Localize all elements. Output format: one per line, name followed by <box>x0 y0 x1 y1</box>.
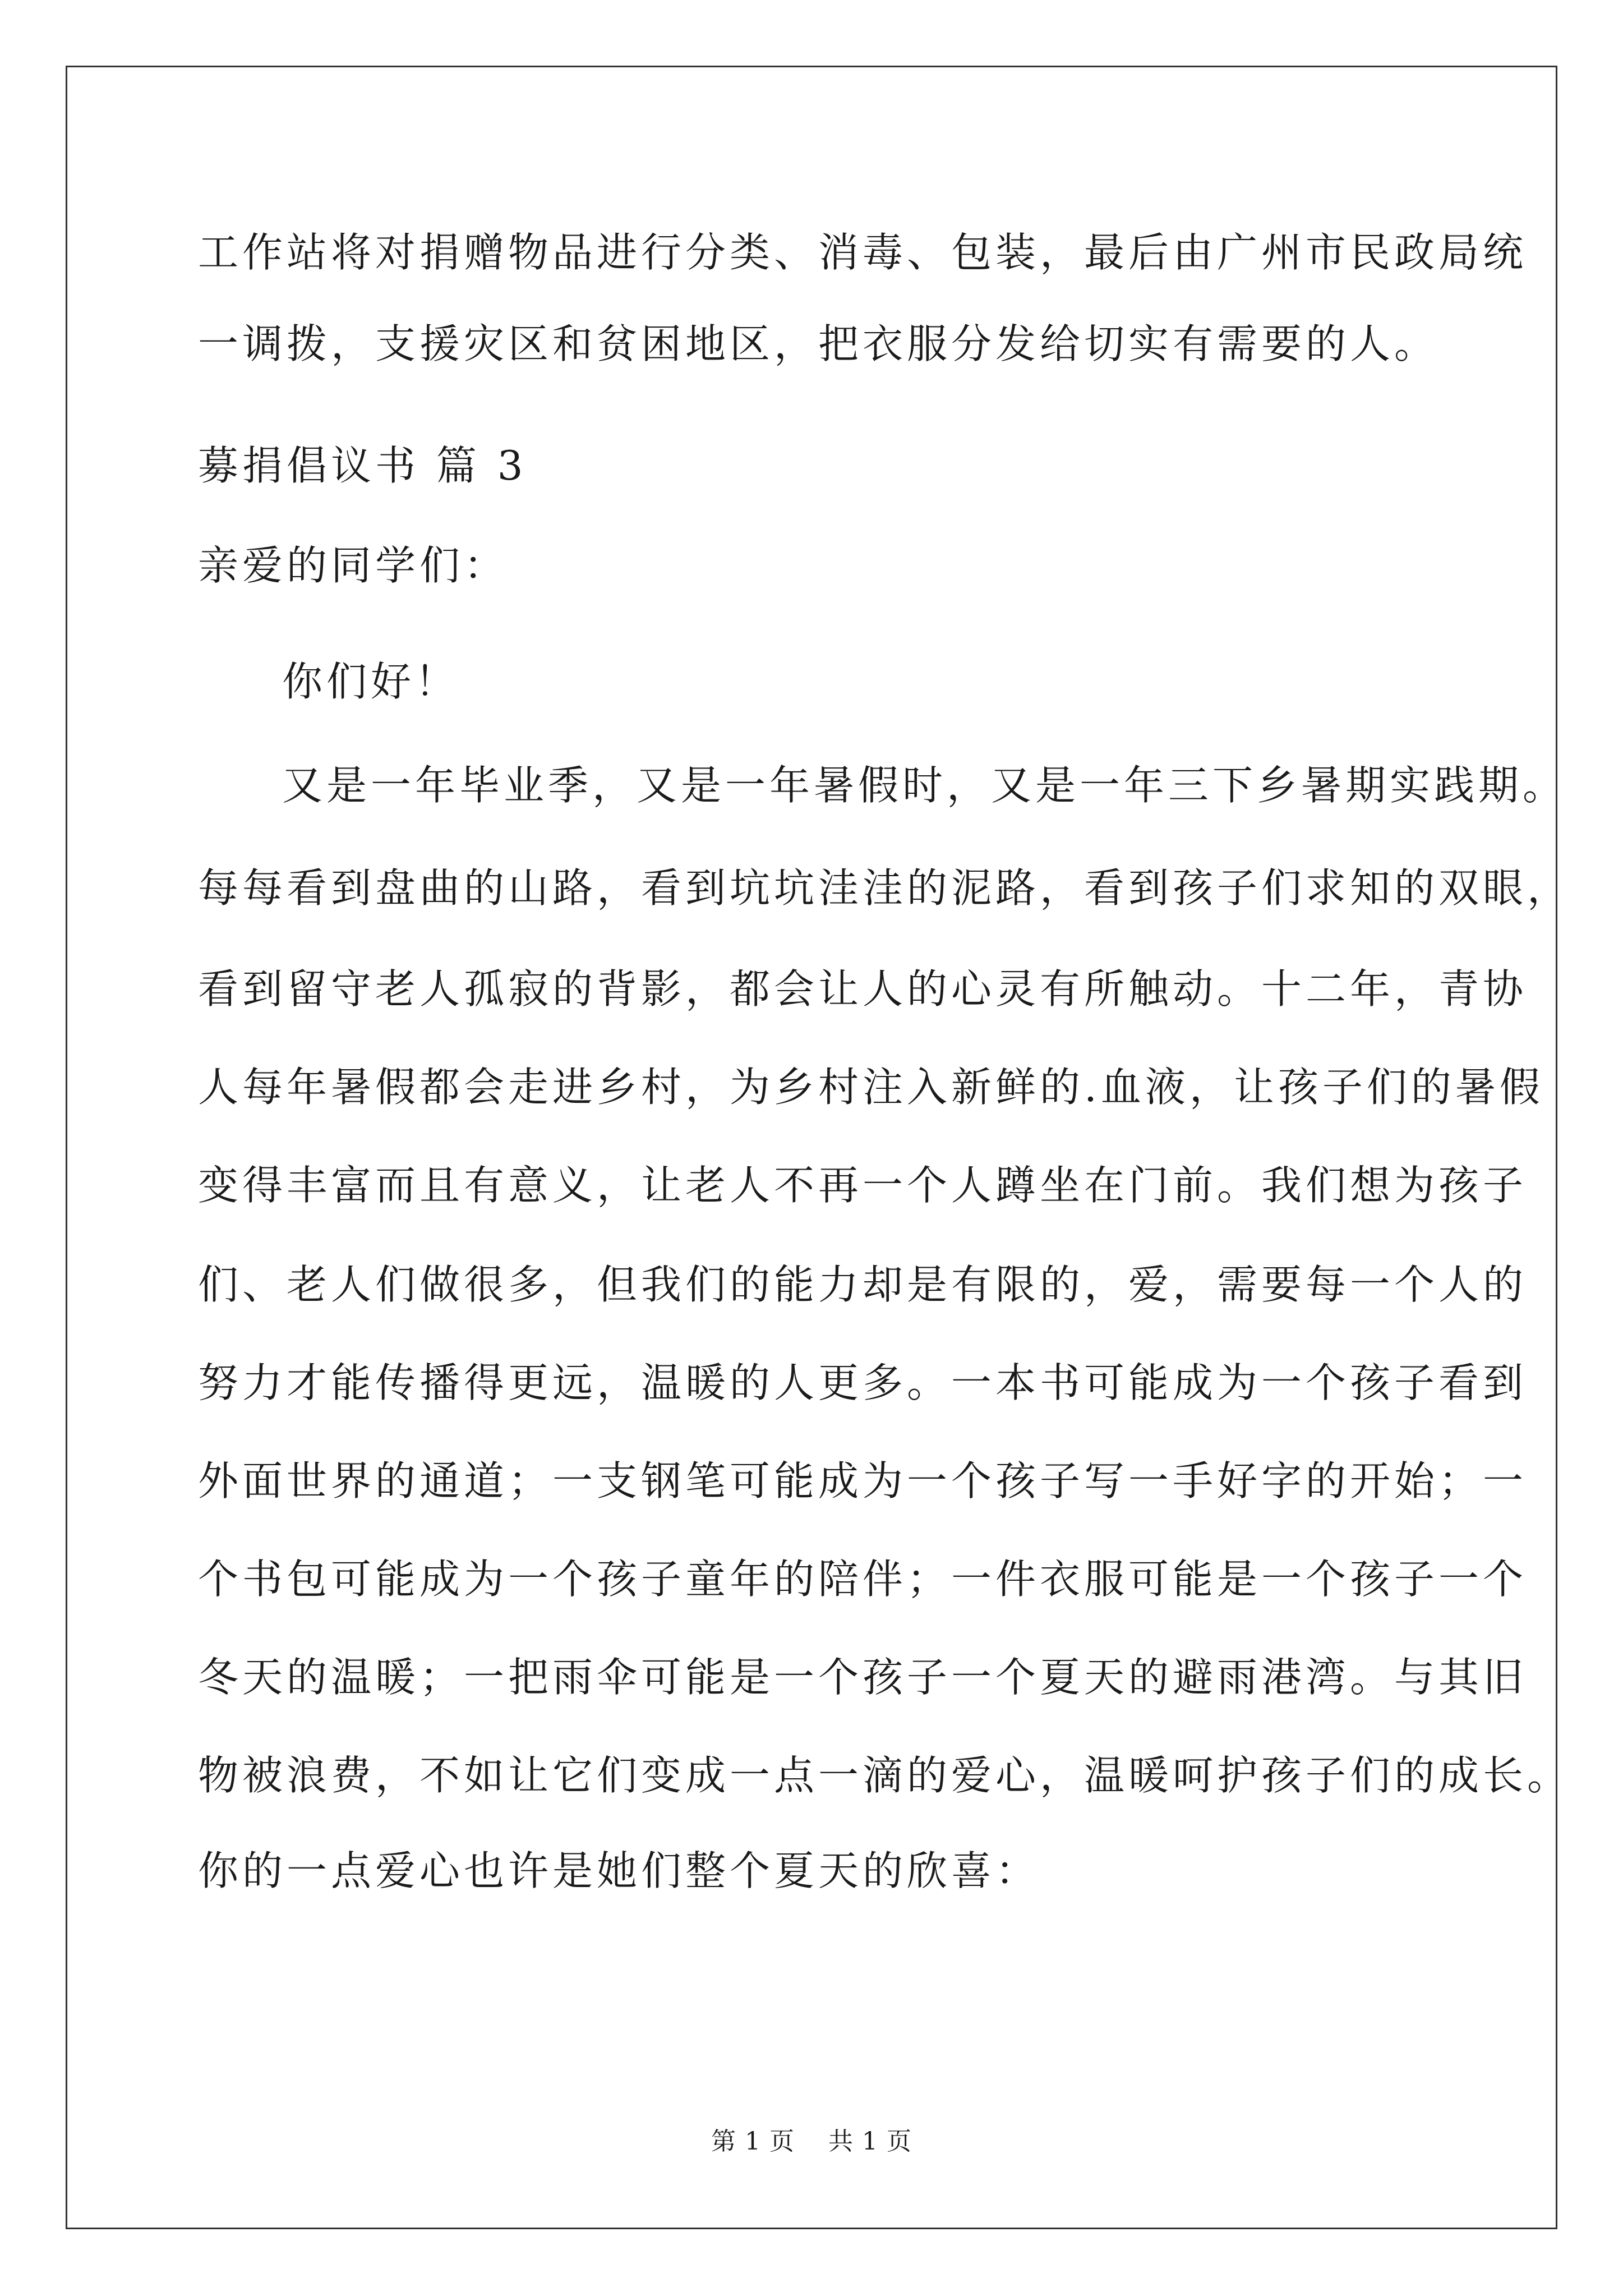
page-footer <box>0 2125 1623 2159</box>
paragraph-line: 看到留守老人孤寂的背影，都会让人的心灵有所触动。十二年，青协 <box>198 965 1528 1013</box>
paragraph-line: 物被浪费，不如让它们变成一点一滴的爱心，温暖呵护孩子们的成长。 <box>198 1752 1572 1799</box>
paragraph-line: 人每年暑假都会走进乡村，为乡村注入新鲜的.血液，让孩子们的暑假 <box>198 1064 1544 1111</box>
salutation: 亲爱的同学们： <box>198 542 509 589</box>
paragraph-line: 外面世界的通道；一支钢笔可能成为一个孩子写一手好字的开始；一 <box>198 1457 1528 1504</box>
paragraph-line: 又是一年毕业季，又是一年暑假时，又是一年三下乡暑期实践期。 <box>282 762 1567 809</box>
paragraph-line: 冬天的温暖；一把雨伞可能是一个孩子一个夏天的避雨港湾。与其旧 <box>198 1654 1528 1701</box>
page-number: 第 1 页 <box>711 2127 795 2156</box>
paragraph-line: 你的一点爱心也许是她们整个夏天的欣喜： <box>198 1847 1040 1894</box>
page-border <box>66 66 1557 2229</box>
section-heading: 募捐倡议书 篇 3 <box>198 442 527 489</box>
paragraph-line: 每每看到盘曲的山路，看到坑坑洼洼的泥路，看到孩子们求知的双眼， <box>198 864 1572 912</box>
paragraph-line: 个书包可能成为一个孩子童年的陪伴；一件衣服可能是一个孩子一个 <box>198 1556 1528 1603</box>
paragraph-line: 一调拨，支援灾区和贫困地区，把衣服分发给切实有需要的人。 <box>198 320 1439 367</box>
paragraph-line: 工作站将对捐赠物品进行分类、消毒、包装，最后由广州市民政局统 <box>198 229 1528 276</box>
page-total: 共 1 页 <box>828 2127 912 2156</box>
paragraph-line: 努力才能传播得更远，温暖的人更多。一本书可能成为一个孩子看到 <box>198 1359 1528 1406</box>
paragraph-line: 们、老人们做很多，但我们的能力却是有限的，爱，需要每一个人的 <box>198 1261 1528 1308</box>
greeting: 你们好！ <box>282 658 460 705</box>
paragraph-line: 变得丰富而且有意义，让老人不再一个人蹲坐在门前。我们想为孩子 <box>198 1162 1528 1209</box>
